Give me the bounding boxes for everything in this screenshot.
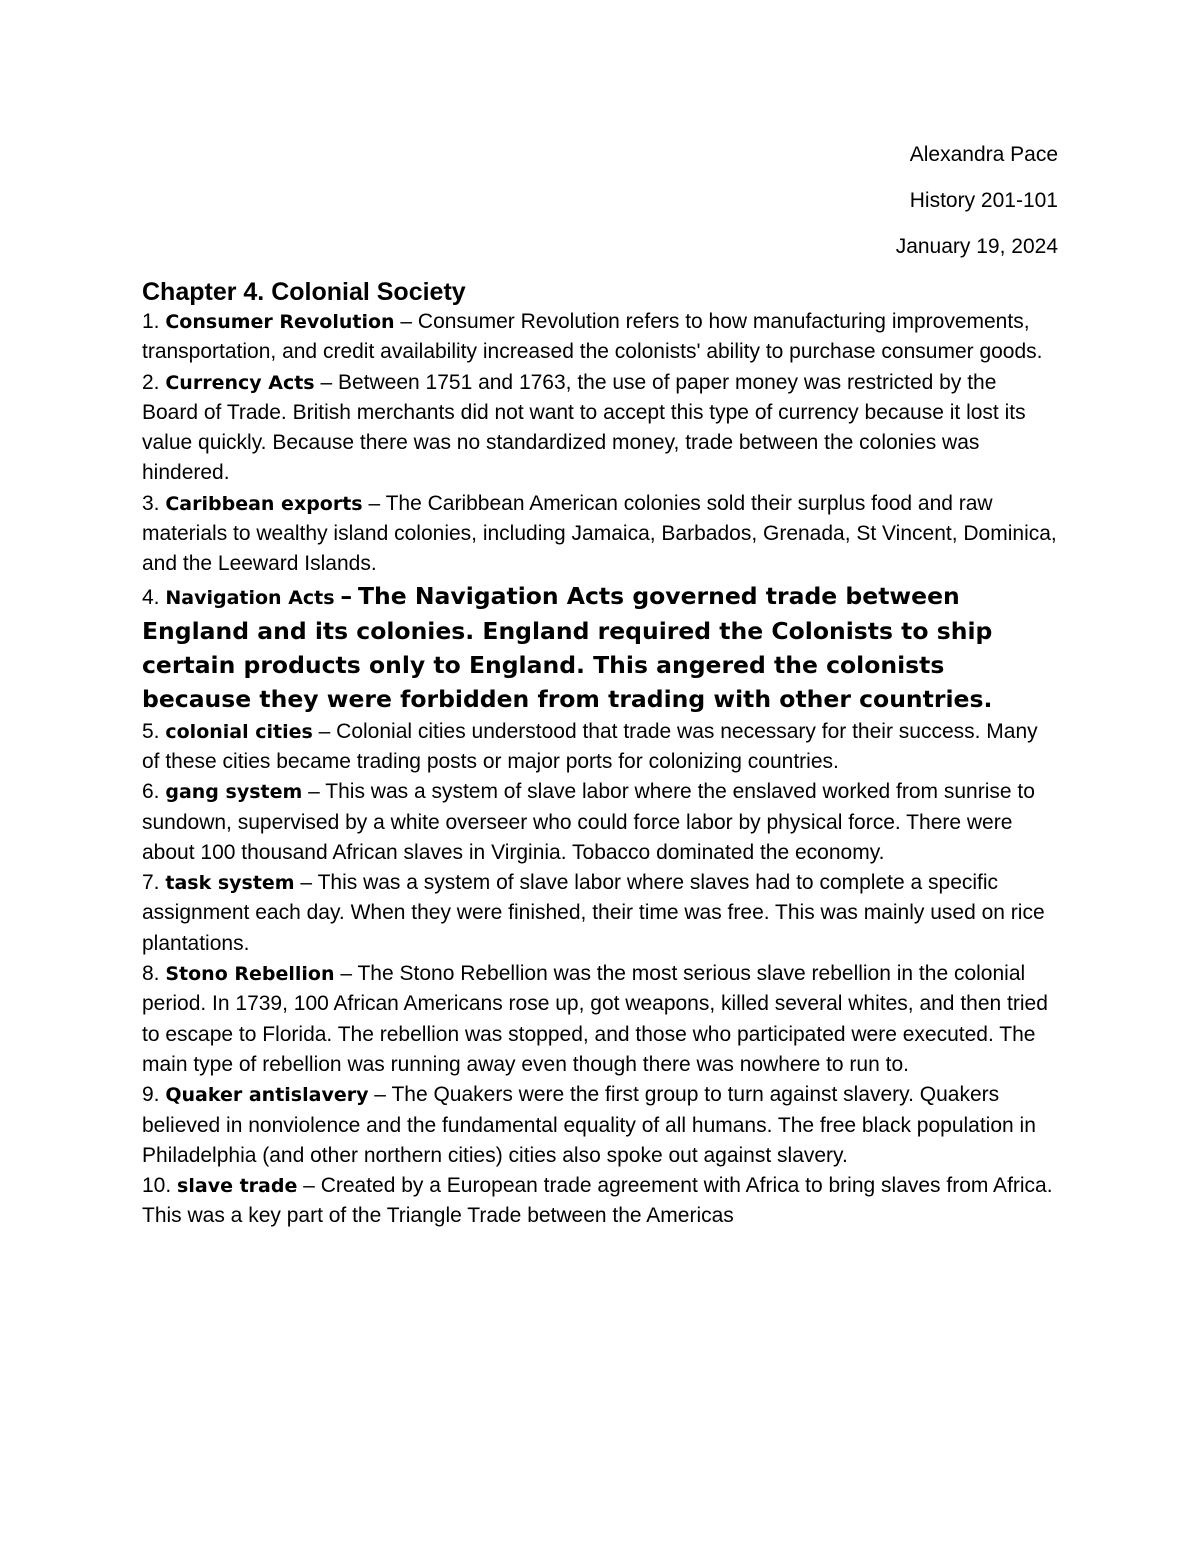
entry-definition: The Navigation Acts governed trade between England and its colonies. England required the Colonists to ship certain products only to England. This angered the colonists because they were forbidden from trading with other countries.: [142, 581, 993, 713]
entry-number: 5.: [142, 719, 160, 743]
entry-definition: Created by a European trade agreement with Africa to bring slaves from Africa. This was a key part of the Triangle Trade between the Americas: [142, 1174, 1053, 1228]
entry-term: Currency Acts: [165, 371, 315, 394]
entry-number: 9.: [142, 1083, 160, 1107]
term-entry: 3. Caribbean exports – The Caribbean American colonies sold their surplus food and raw materials to wealthy island colonies, including Jamaica, Barbados, Grenada, St Vincent, Dominica, and the Leeward Islands.: [142, 491, 1057, 576]
term-entry: 4. Navigation Acts – The Navigation Acts governed trade between England and its colonies. England required the Colonists to ship certain products only to England. This angered the colonists because they were forbidden from trading with other countries.: [142, 581, 993, 713]
entry-term: Consumer Revolution: [165, 311, 395, 333]
entry-number: 8.: [142, 962, 160, 986]
entry-term: Stono Rebellion: [165, 963, 335, 986]
entry-term: Caribbean exports: [165, 492, 363, 515]
entry-definition: The Quakers were the first group to turn against slavery. Quakers believed in nonviolence and the fundamental equality of all humans. The free black population in Philadelphia (and other northern cities) cities also spoke out against slavery.: [142, 1083, 1036, 1167]
term-entry: 1. Consumer Revolution – Consumer Revolution refers to how manufacturing improvements, transportation, and credit availability increased the colonists' ability to purchase consumer goods.: [142, 310, 1043, 364]
entry-number: 7.: [142, 871, 160, 895]
entry-term: Quaker antislavery: [165, 1084, 369, 1107]
term-entry: 8. Stono Rebellion – The Stono Rebellion was the most serious slave rebellion in the colonial period. In 1739, 100 African Americans rose up, got weapons, killed several whites, and then tried to escape to Florida. The rebellion was stopped, and those who participated were executed. The main type of rebellion was running away even though there was nowhere to run to.: [142, 962, 1048, 1076]
document-header: [142, 140, 1058, 262]
entry-definition: Between 1751 and 1763, the use of paper money was restricted by the Board of Trade. British merchants did not want to accept this type of currency because it lost its value quickly. Because there was no standardized money, trade between the colonies was hindered.: [142, 370, 1026, 485]
entry-definition: Consumer Revolution refers to how manufacturing improvements, transportation, and credit availability increased the colonists' ability to purchase consumer goods.: [142, 310, 1043, 364]
term-entry: 9. Quaker antislavery – The Quakers were the first group to turn against slavery. Quakers believed in nonviolence and the fundamental equality of all humans. The free black population in Philadelphia (and other northern cities) cities also spoke out against slavery.: [142, 1083, 1036, 1167]
author-name: Alexandra Pace: [909, 143, 1058, 166]
chapter-title: Chapter 4. Colonial Society: [142, 278, 466, 306]
term-entry: 7. task system – This was a system of slave labor where slaves had to complete a specific assignment each day. When they were finished, their time was free. This was mainly used on rice plantations.: [142, 871, 1045, 955]
entry-number: 1.: [142, 310, 160, 333]
course-name: History 201-101: [909, 189, 1058, 212]
entry-number: 4.: [142, 585, 160, 609]
entry-term: Navigation Acts: [165, 586, 335, 609]
entry-number: 10.: [142, 1174, 172, 1198]
entry-term: task system: [165, 872, 295, 895]
entry-definition: The Caribbean American colonies sold their surplus food and raw materials to wealthy island colonies, including Jamaica, Barbados, Grenada, St Vincent, Dominica, and the Leeward Islands.: [142, 491, 1057, 576]
entry-definition: Colonial cities understood that trade was necessary for their success. Many of these cities became trading posts or major ports for colonizing countries.: [142, 719, 1038, 773]
term-entry: 6. gang system – This was a system of slave labor where the enslaved worked from sunrise to sundown, supervised by a white overseer who could force labor by physical force. There were about 100 thousand African slaves in Virginia. Tobacco dominated the economy.: [142, 780, 1035, 864]
document-date: January 19, 2024: [895, 235, 1058, 258]
entry-term: colonial cities: [165, 720, 313, 743]
term-entry: 5. colonial cities – Colonial cities understood that trade was necessary for their success. Many of these cities became trading posts or major ports for colonizing countries.: [142, 719, 1038, 773]
entry-definition: This was a system of slave labor where the enslaved worked from sunrise to sundown, supervised by a white overseer who could force labor by physical force. There were about 100 thousand African slaves in Virginia. Tobacco dominated the economy.: [142, 780, 1035, 864]
entry-number: 6.: [142, 780, 160, 804]
document-page: [142, 140, 1058, 1232]
term-entry: 2. Currency Acts – Between 1751 and 1763, the use of paper money was restricted by the Board of Trade. British merchants did not want to accept this type of currency because it lost its value quickly. Because there was no standardized money, trade between the colonies was hindered.: [142, 370, 1026, 485]
entry-definition: This was a system of slave labor where slaves had to complete a specific assignment each day. When they were finished, their time was free. This was mainly used on rice plantations.: [142, 871, 1045, 955]
entry-number: 2.: [142, 370, 160, 394]
entry-term: slave trade: [177, 1175, 298, 1198]
term-list: [142, 307, 1058, 1232]
entry-number: 3.: [142, 491, 160, 515]
entry-term: gang system: [165, 781, 303, 804]
entry-definition: The Stono Rebellion was the most serious slave rebellion in the colonial period. In 1739, 100 African Americans rose up, got weapons, killed several whites, and then tried to escape to Florida. The rebellion was stopped, and those who participated were executed. The main type of rebellion was running away even though there was nowhere to run to.: [142, 962, 1048, 1076]
term-entry: 10. slave trade – Created by a European trade agreement with Africa to bring slaves from Africa. This was a key part of the Triangle Trade between the Americas: [142, 1174, 1053, 1228]
